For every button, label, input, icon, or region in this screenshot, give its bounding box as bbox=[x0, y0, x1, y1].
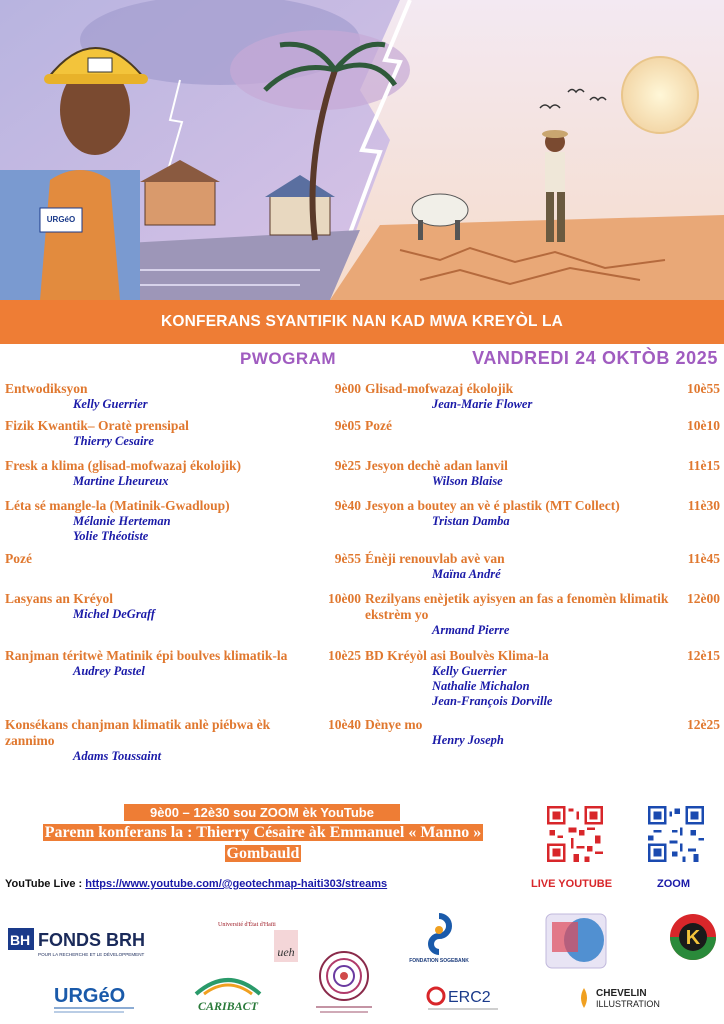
session-speaker: Adams Toussaint bbox=[73, 749, 162, 763]
sogebank-name: FONDATION SOGEBANK bbox=[409, 958, 469, 964]
session-title: Entwodiksyon bbox=[5, 381, 88, 396]
urgeo-name: URGéO bbox=[54, 985, 126, 1007]
session-item bbox=[365, 381, 720, 412]
session-title: Dènye mo bbox=[365, 717, 423, 732]
session-item bbox=[365, 717, 720, 748]
fondation-sogebank-logo bbox=[409, 912, 469, 968]
session-title: BD Kréyòl asi Boulvès Klima-la bbox=[365, 648, 549, 663]
badge-label: URGéO bbox=[46, 215, 76, 224]
session-title: Konsékans chanjman klimatik anlè piébwa èk zannimo bbox=[5, 717, 271, 748]
ueh-icon bbox=[216, 918, 308, 964]
caribact-icon bbox=[186, 970, 270, 1016]
session-item bbox=[5, 648, 361, 679]
session-item bbox=[5, 418, 361, 449]
zoom-label: ZOOM bbox=[657, 878, 690, 890]
conference-banner bbox=[0, 300, 724, 344]
session-speaker: Nathalie Michalon bbox=[432, 679, 530, 693]
k-icon bbox=[668, 912, 718, 962]
session-speaker: Martine Lheureux bbox=[73, 474, 169, 488]
session-title: Jesyon dechè adan lanvil bbox=[365, 458, 508, 473]
session-item bbox=[365, 591, 720, 638]
spiral-icon bbox=[312, 950, 376, 1018]
session-title: Léta sé mangle-la (Matinik-Gwadloup) bbox=[5, 498, 230, 513]
session-speaker: Henry Joseph bbox=[432, 733, 504, 747]
session-time: 9è40 bbox=[334, 498, 361, 513]
youtube-live-line bbox=[5, 878, 387, 890]
erc2-icon bbox=[426, 982, 506, 1014]
youtube-label: YouTube Live : bbox=[5, 878, 86, 890]
climate-illustration bbox=[0, 0, 724, 300]
session-item bbox=[5, 591, 361, 622]
session-speaker: Tristan Damba bbox=[432, 514, 510, 528]
fonds-brh-logo bbox=[6, 924, 166, 960]
ueh-logo bbox=[216, 918, 308, 964]
urgeo-logo bbox=[52, 980, 146, 1016]
session-title: Énèji renouvlab avè van bbox=[365, 551, 505, 566]
session-speaker: Yolie Théotiste bbox=[73, 529, 149, 543]
schedule-text: 9è00 – 12è30 sou ZOOM èk YouTube bbox=[150, 805, 374, 820]
qr-code-zoom[interactable] bbox=[648, 806, 704, 862]
session-time: 9è55 bbox=[334, 551, 361, 566]
session-time: 11è45 bbox=[687, 551, 720, 566]
session-time: 11è30 bbox=[687, 498, 720, 513]
sogebank-icon bbox=[409, 912, 469, 968]
session-item bbox=[365, 648, 720, 709]
session-time: 12è00 bbox=[687, 591, 720, 606]
sponsor-text: Parenn konferans la : Thierry Césaire àk Emmanuel « Manno » Gombauld bbox=[44, 824, 482, 862]
session-speaker: Armand Pierre bbox=[432, 623, 510, 637]
session-item bbox=[365, 498, 720, 529]
svg-text:H: H bbox=[20, 932, 31, 948]
session-item bbox=[365, 458, 720, 489]
qr-code-youtube[interactable] bbox=[547, 806, 603, 862]
hero-illustration bbox=[0, 0, 724, 300]
session-speaker: Jean-François Dorville bbox=[432, 694, 553, 708]
brh-name: FONDS BRH bbox=[38, 930, 145, 950]
k-logo bbox=[668, 912, 718, 962]
session-title: Jesyon a boutey an vè é plastik (MT Collect) bbox=[365, 498, 620, 513]
session-time: 10è00 bbox=[328, 591, 361, 606]
book-cover-icon bbox=[544, 912, 610, 970]
session-time: 10è40 bbox=[328, 717, 361, 732]
program-heading: PWOGRAM bbox=[240, 349, 337, 368]
ueh-university: Université d'État d'Haïti bbox=[218, 922, 276, 928]
k-letter: K bbox=[685, 927, 701, 949]
session-speaker: Mélanie Herteman bbox=[73, 514, 171, 528]
session-item bbox=[365, 418, 720, 434]
session-item bbox=[5, 717, 361, 764]
spiral-logo bbox=[312, 950, 376, 1018]
session-item bbox=[5, 381, 361, 412]
chevelin-subtitle: ILLUSTRATION bbox=[596, 999, 660, 1009]
sponsor-info bbox=[12, 822, 514, 864]
session-time: 9è05 bbox=[334, 418, 361, 433]
session-time: 10è55 bbox=[687, 381, 720, 396]
session-title: Pozé bbox=[365, 418, 392, 433]
session-title: Ranjman téritwè Matinik épi boulves klimatik-la bbox=[5, 648, 288, 663]
program-date: VANDREDI 24 OKTÒB 2025 bbox=[472, 348, 718, 368]
session-item bbox=[365, 551, 720, 582]
session-time: 9è25 bbox=[334, 458, 361, 473]
session-speaker: Thierry Cesaire bbox=[73, 434, 154, 448]
fonds-brh-icon bbox=[6, 924, 166, 960]
session-speaker: Kelly Guerrier bbox=[432, 664, 507, 678]
session-item bbox=[5, 498, 361, 544]
session-time: 11è15 bbox=[687, 458, 720, 473]
caribact-name: CARIBACT bbox=[197, 999, 259, 1013]
youtube-link[interactable]: https://www.youtube.com/@geotechmap-haiti303/streams bbox=[85, 878, 388, 890]
ueh-name: ueh bbox=[277, 945, 295, 959]
conference-title: KONFERANS SYANTIFIK NAN KAD MWA KREYÒL LA bbox=[160, 313, 564, 330]
session-time: 12è15 bbox=[687, 648, 720, 663]
session-title: Pozé bbox=[5, 551, 32, 566]
svg-text:B: B bbox=[10, 932, 21, 948]
session-speaker: Audrey Pastel bbox=[73, 664, 145, 678]
session-title: Lasyans an Kréyol bbox=[5, 591, 114, 606]
live-youtube-label: LIVE YOUTUBE bbox=[531, 878, 613, 890]
session-speaker: Wilson Blaise bbox=[432, 474, 503, 488]
chevelin-logo bbox=[578, 984, 688, 1012]
brh-subtitle: POUR LA RECHERCHE ET LE DÉVELOPPEMENT bbox=[38, 952, 145, 957]
session-speaker: Michel DeGraff bbox=[73, 607, 156, 621]
session-title: Glisad-mofwazaj ékolojik bbox=[365, 381, 514, 396]
session-title: Fresk a klima (glisad-mofwazaj ékolojik) bbox=[5, 458, 241, 473]
book-cover-logo bbox=[544, 912, 610, 970]
session-time: 10è25 bbox=[328, 648, 361, 663]
session-speaker: Jean-Marie Flower bbox=[432, 397, 533, 411]
session-item bbox=[5, 458, 361, 489]
session-item bbox=[5, 551, 361, 567]
erc2-logo bbox=[426, 982, 506, 1014]
session-title: Fizik Kwantik– Oratè prensipal bbox=[5, 418, 189, 433]
session-speaker: Maïna André bbox=[432, 567, 501, 581]
session-title: Rezilyans enèjetik ayisyen an fas a fenomèn klimatik ekstrèm yo bbox=[365, 591, 669, 622]
chevelin-icon bbox=[578, 984, 688, 1012]
erc2-name: ERC2 bbox=[448, 989, 491, 1006]
session-speaker: Kelly Guerrier bbox=[73, 397, 148, 411]
schedule-info bbox=[124, 804, 400, 821]
session-time: 9è00 bbox=[334, 381, 361, 396]
urgeo-icon bbox=[52, 980, 146, 1016]
chevelin-name: CHEVELIN bbox=[596, 988, 647, 999]
caribact-logo bbox=[186, 970, 270, 1016]
session-time: 10è10 bbox=[687, 418, 720, 433]
session-time: 12è25 bbox=[687, 717, 720, 732]
